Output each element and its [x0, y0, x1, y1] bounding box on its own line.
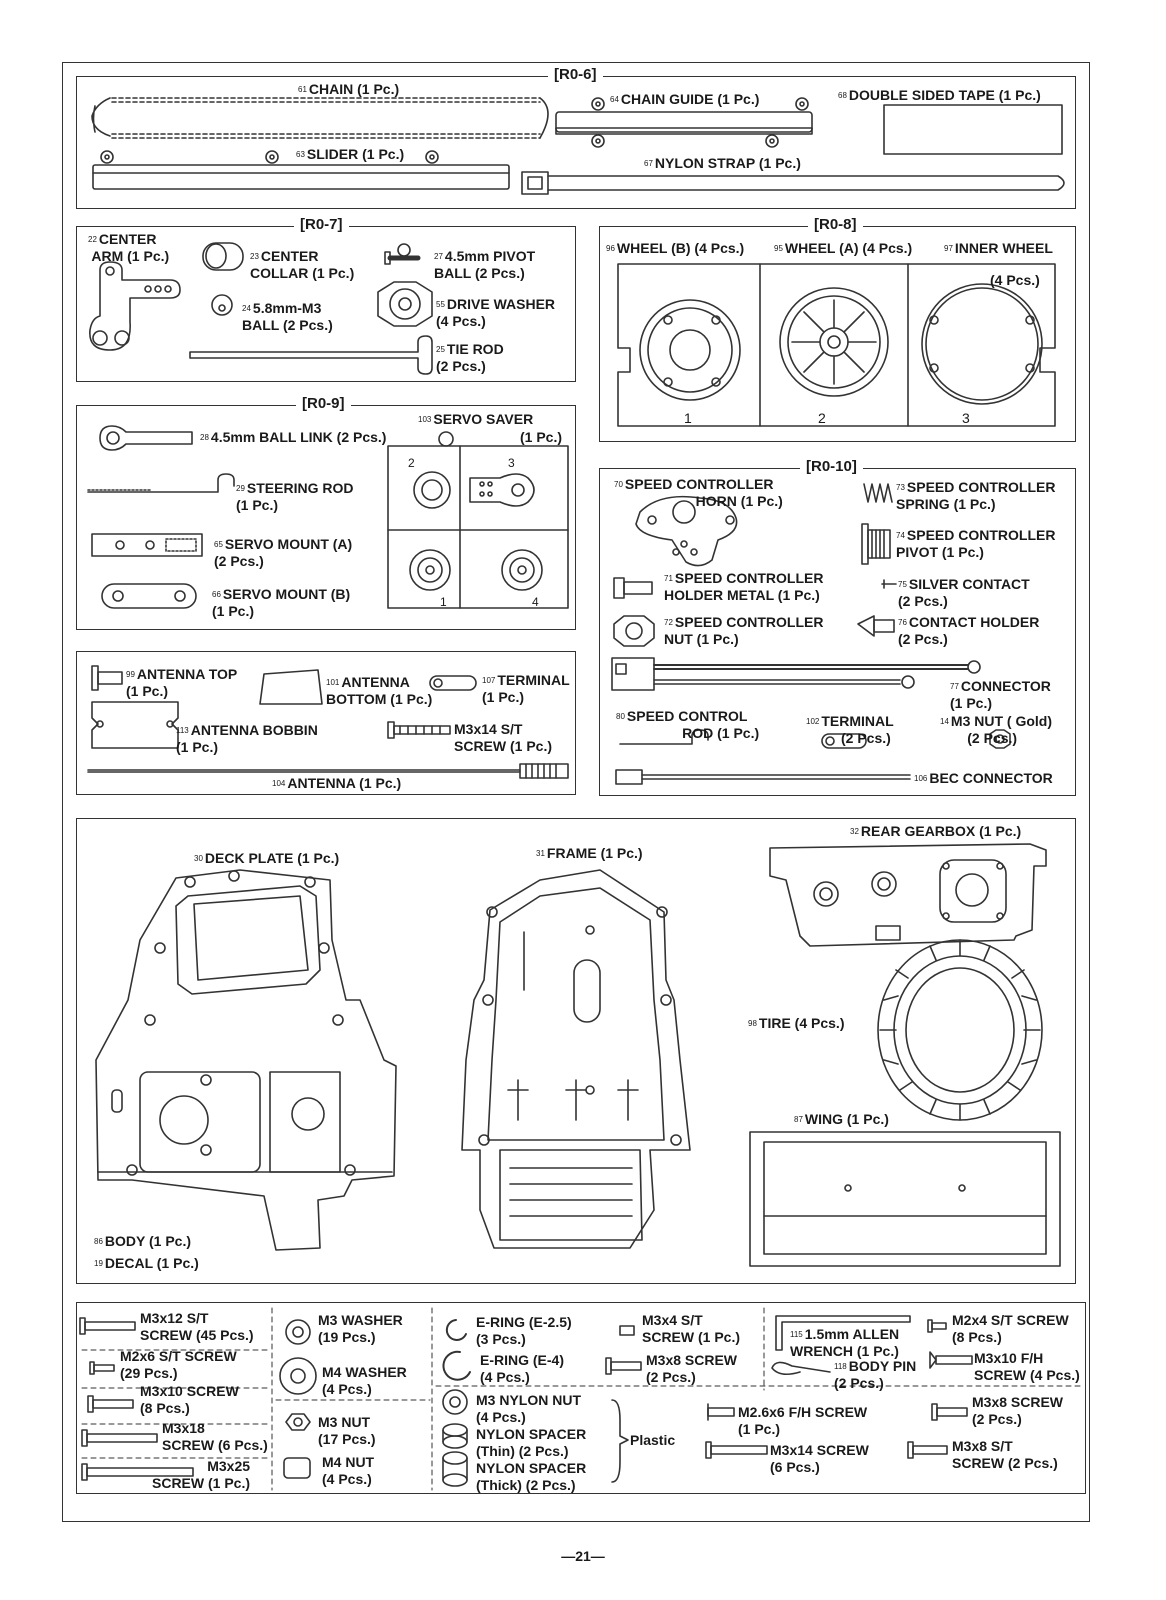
label-holder-metal: 71 SPEED CONTROLLER HOLDER METAL (1 Pc.) [664, 570, 824, 603]
hw-m3x25: M3x25 SCREW (1 Pc.) [152, 1458, 251, 1491]
label-gold-nut: 14 M3 NUT ( Gold) (2 Pcs.) [940, 713, 1053, 746]
ball-drawing [212, 295, 232, 315]
drive-washer-drawing [378, 282, 432, 326]
label-tire: 98 TIRE (4 Pcs.) [748, 1015, 845, 1031]
sprue-number-1: 1 [684, 410, 692, 426]
hw-m3-nylon-nut: M3 NYLON NUT (4 Pcs.) [476, 1392, 581, 1425]
sprue-number-s4: 4 [532, 595, 539, 609]
section-r010-title: [R0-10] [800, 458, 863, 475]
antenna-bobbin-drawing [92, 702, 178, 748]
hw-plastic: Plastic [630, 1432, 676, 1448]
label-controller-pivot: 74 SPEED CONTROLLER PIVOT (1 Pc.) [896, 527, 1056, 560]
hw-m26x6-fh: M2.6x6 F/H SCREW (1 Pc.) [738, 1404, 868, 1437]
label-controller-spring: 73 SPEED CONTROLLER SPRING (1 Pc.) [896, 479, 1056, 512]
hw-nylon-spacer-thin: NYLON SPACER (Thin) (2 Pcs.) [476, 1426, 587, 1459]
hw-e-ring-4: E-RING (E-4) (4 Pcs.) [480, 1352, 564, 1385]
center-arm-drawing [90, 262, 180, 350]
wing-drawing [750, 1132, 1060, 1266]
bec-connector-drawing [616, 770, 910, 784]
label-inner-wheel: 97 INNER WHEEL [944, 240, 1053, 256]
sprue-number-3: 3 [962, 410, 970, 426]
label-servo-saver-qty: (1 Pc.) [520, 429, 563, 445]
sprue-number-s3: 3 [508, 456, 515, 470]
hw-m3-nut: M3 NUT (17 Pcs.) [318, 1414, 376, 1447]
section-r07-title: [R0-7] [294, 216, 349, 233]
label-silver-contact: 75 SILVER CONTACT (2 Pcs.) [898, 576, 1030, 609]
sprue-number-2: 2 [818, 410, 826, 426]
nylon-strap-drawing [522, 172, 1064, 194]
deck-plate-drawing [96, 870, 396, 1250]
label-rear-gearbox: 32 REAR GEARBOX (1 Pc.) [850, 823, 1022, 839]
label-antenna-top: 99 ANTENNA TOP (1 Pc.) [126, 666, 238, 699]
m3x14-st-screw-drawing [388, 722, 450, 738]
hw-m2x4-st: M2x4 S/T SCREW (8 Pcs.) [952, 1312, 1069, 1345]
label-frame: 31 FRAME (1 Pc.) [536, 845, 643, 861]
tie-rod-drawing [190, 336, 432, 374]
label-bec-connector: 106 BEC CONNECTOR [914, 770, 1053, 786]
wheel-b-drawing [640, 300, 740, 400]
label-drive-washer: 55 DRIVE WASHER (4 Pcs.) [436, 296, 556, 329]
label-steering-rod: 29 STEERING ROD (1 Pc.) [236, 480, 354, 513]
label-antenna-bobbin: 113 ANTENNA BOBBIN (1 Pc.) [176, 722, 318, 755]
antenna-terminal-drawing [430, 676, 476, 690]
connector-drawing [612, 658, 980, 690]
speed-controller-spring-drawing [864, 484, 892, 502]
section-r06-title: [R0-6] [548, 66, 603, 83]
servo-mount-a-drawing [92, 534, 202, 556]
contact-holder-drawing [858, 616, 894, 636]
label-ball: 24 5.8mm-M3 BALL (2 Pcs.) [242, 300, 333, 333]
hw-allen-wrench: 115 1.5mm ALLEN WRENCH (1 Pc.) [790, 1326, 900, 1359]
label-body: 86 BODY (1 Pc.) [94, 1233, 192, 1249]
antenna-top-drawing [92, 666, 122, 690]
label-speed-control-rod: 80 SPEED CONTROL ROD (1 Pc.) [616, 708, 760, 741]
servo-saver-sprue-drawing [388, 432, 568, 608]
label-wheel-a: 95 WHEEL (A) (4 Pcs.) [774, 240, 913, 256]
hw-m3x8-st: M3x8 S/T SCREW (2 Pcs.) [952, 1438, 1058, 1471]
holder-metal-drawing [614, 578, 652, 598]
hw-m4-washer: M4 WASHER (4 Pcs.) [322, 1364, 407, 1397]
sprue-number-s1: 1 [440, 595, 447, 609]
label-decal: 19 DECAL (1 Pc.) [94, 1255, 199, 1271]
hw-m3x14: M3x14 SCREW (6 Pcs.) [770, 1442, 869, 1475]
hw-m2x6-st: M2x6 S/T SCREW (29 Pcs.) [120, 1348, 237, 1381]
label-chain-guide: 64 CHAIN GUIDE (1 Pc.) [610, 91, 760, 107]
pivot-ball-drawing [385, 244, 418, 264]
label-connector: 77 CONNECTOR (1 Pc.) [950, 678, 1051, 711]
label-servo-saver: 103 SERVO SAVER [418, 411, 534, 427]
label-double-sided-tape: 68 DOUBLE SIDED TAPE (1 Pc.) [838, 87, 1041, 103]
label-deck-plate: 30 DECK PLATE (1 Pc.) [194, 850, 340, 866]
label-contact-holder: 76 CONTACT HOLDER (2 Pcs.) [898, 614, 1040, 647]
label-center-arm: 22 CENTER ARM (1 Pc.) [88, 231, 170, 264]
label-servo-mount-b: 66 SERVO MOUNT (B) (1 Pc.) [212, 586, 351, 619]
hw-m3-washer: M3 WASHER (19 Pcs.) [318, 1312, 403, 1345]
label-servo-mount-a: 65 SERVO MOUNT (A) (2 Pcs.) [214, 536, 353, 569]
silver-contact-drawing [882, 580, 896, 588]
steering-rod-drawing [88, 474, 234, 492]
hw-m3x18: M3x18 SCREW (6 Pcs.) [162, 1420, 268, 1453]
label-center-collar: 23 CENTER COLLAR (1 Pc.) [250, 248, 355, 281]
section-r08-title: [R0-8] [808, 216, 863, 233]
rear-gearbox-drawing [770, 844, 1046, 946]
speed-controller-pivot-drawing [862, 524, 890, 564]
label-nylon-strap: 67 NYLON STRAP (1 Pc.) [644, 155, 801, 171]
frame-drawing [462, 870, 690, 1248]
hw-e-ring-25: E-RING (E-2.5) (3 Pcs.) [476, 1314, 572, 1347]
hw-m4-nut: M4 NUT (4 Pcs.) [322, 1454, 375, 1487]
label-inner-wheel-qty: (4 Pcs.) [990, 272, 1040, 288]
hw-m3x10: M3x10 SCREW (8 Pcs.) [140, 1383, 239, 1416]
double-sided-tape-drawing [884, 105, 1062, 154]
tire-drawing [878, 940, 1042, 1120]
hw-m3x4-st: M3x4 S/T SCREW (1 Pc.) [642, 1312, 741, 1345]
hw-m3x8-a: M3x8 SCREW (2 Pcs.) [646, 1352, 738, 1385]
label-antenna-bottom: 101 ANTENNA BOTTOM (1 Pc.) [326, 674, 433, 707]
wheel-a-drawing [780, 288, 888, 396]
label-controller-nut: 72 SPEED CONTROLLER NUT (1 Pc.) [664, 614, 824, 647]
center-collar-drawing [203, 243, 243, 270]
controller-nut-drawing [614, 616, 654, 646]
page-number: —21— [561, 1548, 605, 1564]
section-r09-title: [R0-9] [296, 395, 351, 412]
hw-nylon-spacer-thick: NYLON SPACER (Thick) (2 Pcs.) [476, 1460, 587, 1493]
hw-body-pin: 118 BODY PIN (2 Pcs.) [834, 1358, 917, 1391]
label-wheel-b: 96 WHEEL (B) (4 Pcs.) [606, 240, 745, 256]
chain-drawing [92, 98, 548, 138]
label-wing: 87 WING (1 Pc.) [794, 1111, 889, 1127]
ball-link-drawing [100, 426, 192, 450]
servo-mount-b-drawing [102, 584, 196, 608]
label-ball-link: 28 4.5mm BALL LINK (2 Pcs.) [200, 429, 387, 445]
label-tie-rod: 25 TIE ROD (2 Pcs.) [436, 341, 504, 374]
label-antenna: 104 ANTENNA (1 Pc.) [272, 775, 402, 791]
label-m3x14-st-screw: M3x14 S/T SCREW (1 Pc.) [454, 721, 553, 754]
sprue-number-s2: 2 [408, 456, 415, 470]
inner-wheel-drawing [922, 284, 1042, 404]
label-slider: 63 SLIDER (1 Pc.) [296, 146, 405, 162]
label-pivot-ball: 27 4.5mm PIVOT BALL (2 Pcs.) [434, 248, 536, 281]
label-antenna-terminal: 107 TERMINAL (1 Pc.) [482, 672, 570, 705]
hw-m3x8-b: M3x8 SCREW (2 Pcs.) [972, 1394, 1064, 1427]
label-controller-horn: 70 SPEED CONTROLLER HORN (1 Pc.) [614, 476, 783, 509]
antenna-bottom-drawing [260, 670, 322, 704]
hw-m3x10-fh: M3x10 F/H SCREW (4 Pcs.) [974, 1350, 1080, 1383]
label-chain: 61 CHAIN (1 Pc.) [298, 81, 400, 97]
label-terminal-r010: 102 TERMINAL (2 Pcs.) [806, 713, 894, 746]
hw-m3x12-st: M3x12 S/T SCREW (45 Pcs.) [140, 1310, 254, 1343]
